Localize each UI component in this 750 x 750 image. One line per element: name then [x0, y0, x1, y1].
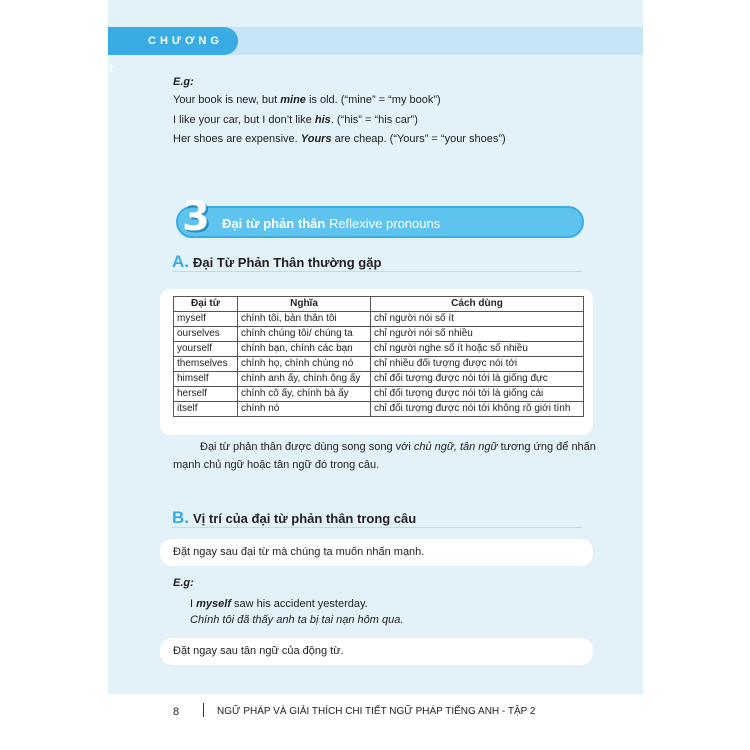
- table-cell: chỉ đối tượng được nói tới không rõ giới tính: [371, 402, 584, 417]
- table-cell: chính họ, chính chúng nó: [238, 357, 371, 372]
- table-row: [174, 342, 584, 357]
- table-cell: chỉ người nói số ít: [371, 312, 584, 327]
- table-row: [174, 372, 584, 387]
- example-label: E.g:: [173, 76, 194, 88]
- table-cell: chỉ nhiều đối tượng được nói tới: [371, 357, 584, 372]
- example-label: E.g:: [173, 577, 194, 589]
- table-cell: chỉ người nghe số ít hoặc số nhiều: [371, 342, 584, 357]
- table-cell: herself: [174, 387, 238, 402]
- table-cell: himself: [174, 372, 238, 387]
- table-cell: chỉ đối tượng được nói tới là giống đực: [371, 372, 584, 387]
- table-cell: chỉ người nói số nhiều: [371, 327, 584, 342]
- section-title: Đại từ phản thân Reflexive pronouns: [222, 216, 441, 231]
- table-cell: chính nó: [238, 402, 371, 417]
- table-row: [174, 387, 584, 402]
- rule-note: Đặt ngay sau đại từ mà chúng ta muốn nhấn mạnh.: [160, 539, 593, 566]
- divider: [172, 527, 582, 528]
- table-cell: chỉ đối tượng được nói tới là giống cái: [371, 387, 584, 402]
- table-row: [174, 312, 584, 327]
- example-line: Your book is new, but mine is old. (“mine” = “my book”): [173, 94, 441, 106]
- section-number: 3: [182, 194, 210, 240]
- table-row: [174, 327, 584, 342]
- table-cell: chính bạn, chính các bạn: [238, 342, 371, 357]
- table-row: [174, 357, 584, 372]
- footer-separator: [203, 703, 204, 717]
- table-cell: chính anh ấy, chính ông ấy: [238, 372, 371, 387]
- subheading-letter: B.: [172, 508, 189, 527]
- subheading-title: Đại Từ Phản Thân thường gặp: [193, 255, 382, 270]
- example-line: I myself saw his accident yesterday.: [190, 598, 368, 610]
- column-header: Đại từ: [174, 297, 238, 312]
- table-cell: itself: [174, 402, 238, 417]
- column-header: Nghĩa: [238, 297, 371, 312]
- page-number: 8: [173, 706, 180, 718]
- table-cell: yourself: [174, 342, 238, 357]
- body-paragraph-line: mạnh chủ ngữ hoặc tân ngữ đó trong câu.: [173, 459, 380, 471]
- table-cell: myself: [174, 312, 238, 327]
- table-row: [174, 402, 584, 417]
- body-paragraph-line: Đại từ phản thân được dùng song song với chủ ngữ, tân ngữ tương ứng để nhấn: [200, 441, 596, 453]
- rule-note: Đặt ngay sau tân ngữ của động từ.: [160, 638, 593, 665]
- table-cell: chính cô ấy, chính bà ấy: [238, 387, 371, 402]
- example-translation: Chính tôi đã thấy anh ta bị tai nạn hôm qua.: [190, 614, 404, 626]
- table-cell: themselves: [174, 357, 238, 372]
- subheading-title: Vị trí của đại từ phản thân trong câu: [193, 511, 417, 526]
- table-header-row: [174, 297, 584, 312]
- book-title: NGỮ PHÁP VÀ GIẢI THÍCH CHI TIẾT NGỮ PHÁP TIẾNG ANH - TẬP 2: [217, 706, 536, 717]
- example-line: Her shoes are expensive. Yours are cheap. (“Yours” = “your shoes”): [173, 133, 506, 145]
- table-cell: ourselves: [174, 327, 238, 342]
- example-line: I like your car, but I don’t like his. (“his” = “his car”): [173, 114, 418, 126]
- divider: [172, 271, 582, 272]
- reflexive-pronoun-table: [173, 296, 584, 417]
- table-cell: chính tôi, bản thân tôi: [238, 312, 371, 327]
- table-cell: chính chúng tôi/ chúng ta: [238, 327, 371, 342]
- subheading-letter: A.: [172, 252, 189, 271]
- column-header: Cách dùng: [371, 297, 584, 312]
- chapter-tab: CHƯƠNG 1: [108, 27, 238, 55]
